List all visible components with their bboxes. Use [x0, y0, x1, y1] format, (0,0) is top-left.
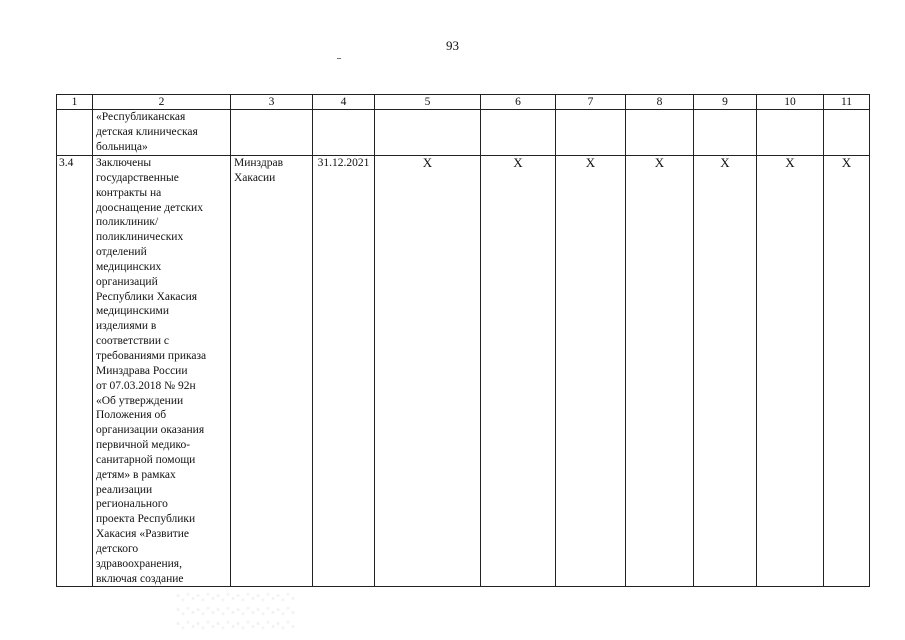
scan-artifact-smudge — [176, 590, 296, 630]
cell-empty — [556, 110, 626, 156]
cell-date — [313, 110, 375, 156]
cell-empty — [626, 110, 694, 156]
scan-artifact-dash — [337, 58, 341, 59]
column-header: 10 — [757, 95, 824, 110]
cell-empty — [375, 110, 481, 156]
cell-number — [57, 110, 93, 156]
column-header: 2 — [93, 95, 231, 110]
cell-empty — [694, 110, 757, 156]
cell-mark: X — [824, 156, 870, 587]
column-header: 1 — [57, 95, 93, 110]
cell-empty — [481, 110, 556, 156]
cell-executor — [231, 110, 313, 156]
cell-mark: X — [556, 156, 626, 587]
cell-mark: X — [694, 156, 757, 587]
cell-empty — [824, 110, 870, 156]
cell-mark: X — [481, 156, 556, 587]
cell-description: Заключены государственные контракты на дооснащение детских поликлиник/ поликлинических отделений медицинских организаций Республики Хакасия медицинскими изделиями в соответствии с требованиями приказа Минздрава России от 07.03.2018 № 92н «Об утверждении Положения об организации оказания первичной медико- санитарной помощи детям» в рамках реализации регионального проекта Республики Хакасия «Развитие детского здравоохранения, включая создание — [93, 156, 231, 587]
column-header: 5 — [375, 95, 481, 110]
cell-empty — [757, 110, 824, 156]
cell-executor: Минздрав Хакасии — [231, 156, 313, 587]
column-header: 6 — [481, 95, 556, 110]
table-row — [57, 156, 870, 587]
cell-mark: X — [626, 156, 694, 587]
cell-number: 3.4 — [57, 156, 93, 587]
page-number: 93 — [446, 38, 459, 53]
table-row-continuation — [57, 110, 870, 156]
column-header: 7 — [556, 95, 626, 110]
cell-date: 31.12.2021 — [313, 156, 375, 587]
table-header-row — [57, 95, 870, 110]
column-header: 4 — [313, 95, 375, 110]
column-header: 8 — [626, 95, 694, 110]
cell-description: «Республиканская детская клиническая больница» — [93, 110, 231, 156]
cell-mark: X — [757, 156, 824, 587]
column-header: 11 — [824, 95, 870, 110]
document-table — [56, 94, 870, 587]
cell-mark: X — [375, 156, 481, 587]
column-header: 3 — [231, 95, 313, 110]
column-header: 9 — [694, 95, 757, 110]
